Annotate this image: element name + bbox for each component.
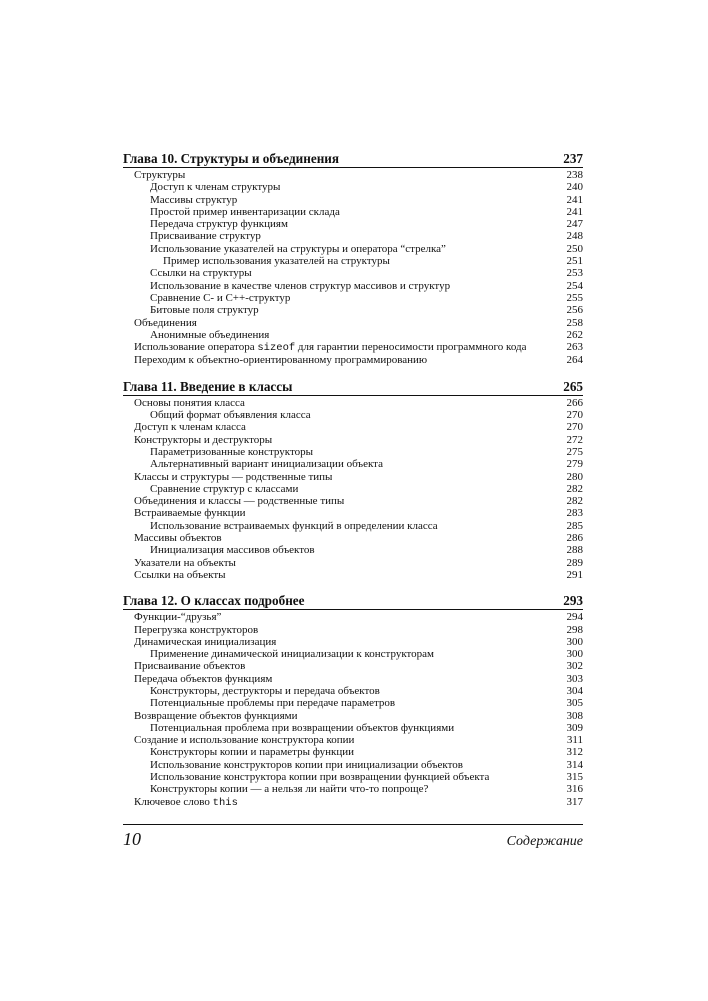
- toc-entry-title: [123, 446, 313, 458]
- toc-entry[interactable]: [123, 267, 583, 279]
- chapter-page-number: 237: [563, 151, 583, 166]
- toc-entry-title: [123, 660, 245, 672]
- toc-entry-title: [123, 434, 272, 446]
- toc-chapter: [123, 151, 583, 367]
- toc-entry-text: Битовые поля структур: [150, 304, 259, 317]
- toc-entry-page-number: 312: [566, 746, 583, 759]
- toc-entry-page-number: 289: [566, 556, 583, 569]
- toc-entry[interactable]: [123, 397, 583, 409]
- toc-entry-title: [123, 194, 237, 206]
- toc-entry-page-number: 304: [566, 684, 583, 697]
- toc-entry[interactable]: [123, 569, 583, 581]
- toc-entry-title: [123, 648, 434, 660]
- toc-entry[interactable]: [123, 771, 583, 783]
- toc-entry-title: [123, 397, 245, 409]
- toc-entry[interactable]: [123, 218, 583, 230]
- toc-entry-text: Использование оператора: [134, 341, 258, 354]
- chapter-heading[interactable]: [123, 151, 583, 168]
- toc-entry[interactable]: [123, 507, 583, 519]
- toc-entry[interactable]: [123, 673, 583, 685]
- toc-entry-title: [123, 255, 390, 267]
- toc-entry-title: [123, 710, 297, 722]
- toc-entry-title: [123, 409, 311, 421]
- footer-rule: [123, 824, 583, 825]
- toc-entry[interactable]: [123, 471, 583, 483]
- page-number: 10: [123, 829, 141, 849]
- toc-entry[interactable]: [123, 544, 583, 556]
- chapter-title: Глава 12. О классах подробнее: [123, 593, 305, 609]
- toc-entry-title: [123, 734, 354, 746]
- toc-entry-page-number: 270: [566, 409, 583, 422]
- toc-entry-title: [123, 329, 269, 341]
- toc-entry-title: [123, 532, 222, 544]
- toc-entry-text: Использование встраиваемых функций в определении класса: [150, 519, 438, 532]
- toc-entry-title: [123, 520, 438, 532]
- toc-entry-page-number: 285: [566, 519, 583, 532]
- toc-entry-text: Инициализация массивов объектов: [150, 544, 315, 557]
- toc-entry[interactable]: [123, 292, 583, 304]
- toc-entry-text: Присваивание структур: [150, 230, 261, 243]
- toc-entry-text: Динамическая инициализация: [134, 635, 277, 648]
- toc-entry-title: [123, 458, 383, 470]
- toc-entry[interactable]: [123, 446, 583, 458]
- toc-entry[interactable]: [123, 304, 583, 316]
- toc-entry-page-number: 291: [566, 568, 583, 581]
- toc-entry-title: [123, 624, 258, 636]
- toc-entry-title: [123, 354, 427, 366]
- toc-entry-title: [123, 507, 245, 519]
- toc-entry-page-number: 288: [566, 544, 583, 557]
- toc-entry-title: [123, 746, 354, 758]
- toc-entry-title: [123, 722, 454, 734]
- toc-entry-page-number: 266: [566, 396, 583, 409]
- toc-entry[interactable]: [123, 495, 583, 507]
- toc-entry-text: Структуры: [134, 169, 186, 181]
- toc-entry[interactable]: [123, 181, 583, 193]
- toc-entry-page-number: 248: [566, 230, 583, 243]
- page-footer: [123, 829, 583, 850]
- toc-entry[interactable]: [123, 783, 583, 795]
- toc-entry[interactable]: [123, 206, 583, 218]
- toc-entry-text: Сравнение структур с классами: [150, 482, 299, 495]
- chapter-title: Глава 11. Введение в классы: [123, 378, 293, 394]
- toc-entry-text: Конструкторы и деструкторы: [134, 433, 273, 446]
- toc-entry[interactable]: [123, 329, 583, 341]
- toc-entry[interactable]: [123, 421, 583, 433]
- toc-entry[interactable]: [123, 660, 583, 672]
- toc-entry-text: Потенциальные проблемы при передаче параметров: [150, 697, 396, 710]
- toc-entry-text: Ключевое слово: [134, 795, 213, 808]
- toc-entry-title: [123, 673, 272, 685]
- toc-entry-text: Перегрузка конструкторов: [134, 623, 259, 636]
- toc-entry-title: [123, 181, 280, 193]
- toc-entry-title: [123, 341, 526, 354]
- toc-entry-page-number: 302: [566, 660, 583, 673]
- table-of-contents: [123, 151, 583, 821]
- toc-entry-page-number: 262: [566, 328, 583, 341]
- toc-entry[interactable]: [123, 483, 583, 495]
- toc-entry-text: Передача объектов функциям: [134, 672, 273, 685]
- toc-entry-page-number: 247: [566, 218, 583, 231]
- toc-entry[interactable]: [123, 648, 583, 660]
- toc-entry-text: Классы и структуры — родственные типы: [134, 470, 333, 483]
- toc-entry-title: [123, 206, 340, 218]
- toc-entry-text: Объединения: [134, 316, 197, 329]
- toc-entry-page-number: 316: [566, 783, 583, 796]
- toc-entry-text: Доступ к членам структуры: [150, 181, 281, 194]
- toc-entry[interactable]: [123, 458, 583, 470]
- toc-entry[interactable]: [123, 611, 583, 623]
- toc-entry-title: [123, 421, 246, 433]
- toc-entry-text: Использование в качестве членов структур массивов и структур: [150, 279, 451, 292]
- toc-entry-page-number: 250: [566, 242, 583, 255]
- toc-entry-page-number: 305: [566, 697, 583, 710]
- toc-entry-text: Массивы объектов: [134, 532, 222, 545]
- toc-entry-title: [123, 685, 380, 697]
- toc-entry-text: Ссылки на структуры: [150, 267, 252, 280]
- toc-entry-text: Использование конструктора копии при возвращении функцией объекта: [150, 771, 490, 784]
- toc-entry-page-number: 256: [566, 304, 583, 317]
- toc-entry-text: Использование указателей на структуры и оператора “стрелка”: [150, 242, 446, 255]
- toc-entry-page-number: 255: [566, 291, 583, 304]
- toc-entry[interactable]: [123, 734, 583, 746]
- toc-entry[interactable]: [123, 722, 583, 734]
- toc-entry-page-number: 303: [566, 672, 583, 685]
- toc-entry[interactable]: [123, 557, 583, 569]
- toc-entry-title: [123, 483, 298, 495]
- toc-entry-title: [123, 243, 446, 255]
- toc-entry-title: [123, 783, 428, 795]
- toc-entry-text: Общий формат объявления класса: [150, 409, 311, 422]
- toc-entry-text: Ссылки на объекты: [134, 568, 226, 581]
- running-footer-title: Содержание: [506, 834, 583, 849]
- toc-entry-page-number: 300: [566, 635, 583, 648]
- toc-entry-title: [123, 771, 489, 783]
- toc-entry[interactable]: [123, 532, 583, 544]
- toc-entry-text: Применение динамической инициализации к конструкторам: [150, 648, 435, 661]
- toc-entry[interactable]: [123, 255, 583, 267]
- toc-entry-title: [123, 636, 276, 648]
- toc-entry-text: Конструкторы копии — а нельзя ли найти что-то попроще?: [150, 783, 429, 796]
- toc-entry-text: Создание и использование конструктора копии: [134, 734, 355, 747]
- toc-entry-page-number: 282: [566, 495, 583, 508]
- toc-entry-text: Массивы структур: [150, 193, 238, 206]
- toc-entry-page-number: 315: [566, 771, 583, 784]
- toc-chapter: [123, 593, 583, 809]
- toc-entry-page-number: 254: [566, 279, 583, 292]
- toc-entry[interactable]: [123, 409, 583, 421]
- toc-entry-text: Альтернативный вариант инициализации объекта: [150, 458, 383, 471]
- toc-entry-title: [123, 317, 197, 329]
- toc-entry-title: [123, 544, 315, 556]
- toc-entry[interactable]: [123, 194, 583, 206]
- toc-entry-page-number: 251: [566, 255, 583, 268]
- toc-entry-page-number: 272: [566, 433, 583, 446]
- toc-entry-title: [123, 169, 185, 181]
- chapter-heading[interactable]: [123, 593, 583, 610]
- toc-entry-text: Пример использования указателей на структуры: [163, 255, 390, 268]
- toc-entry-title: [123, 304, 259, 316]
- toc-entry-text: Доступ к членам класса: [134, 421, 246, 434]
- toc-entry-text: Конструкторы копии и параметры функции: [150, 746, 355, 759]
- toc-entry-page-number: 275: [566, 445, 583, 458]
- toc-entry-page-number: 309: [566, 721, 583, 734]
- code-keyword: sizeof: [257, 342, 296, 355]
- toc-entry[interactable]: [123, 243, 583, 255]
- toc-entry-page-number: 286: [566, 532, 583, 545]
- toc-entry-page-number: 283: [566, 507, 583, 520]
- toc-entry-page-number: 282: [566, 482, 583, 495]
- toc-entry-page-number: 264: [566, 354, 583, 367]
- toc-entry-text: Простой пример инвентаризации склада: [150, 205, 340, 218]
- toc-entry-title: [123, 495, 344, 507]
- toc-entry-page-number: 308: [566, 709, 583, 722]
- toc-entry-title: [123, 557, 236, 569]
- toc-entry-text: Передача структур функциям: [150, 218, 288, 231]
- toc-entry[interactable]: [123, 341, 583, 354]
- toc-entry-title: [123, 230, 261, 242]
- toc-entry-title: [123, 759, 463, 771]
- toc-entry-page-number: 311: [566, 734, 583, 747]
- toc-entry-page-number: 314: [566, 758, 583, 771]
- toc-entry-title: [123, 611, 221, 623]
- chapter-page-number: 265: [563, 378, 583, 394]
- toc-entry[interactable]: [123, 796, 583, 809]
- toc-entry-page-number: 280: [566, 470, 583, 483]
- toc-entry-text: Параметризованные конструкторы: [150, 445, 313, 458]
- toc-entry-page-number: 238: [566, 169, 583, 181]
- toc-entry-title: [123, 471, 332, 483]
- toc-entry-page-number: 258: [566, 316, 583, 329]
- toc-entry-title: [123, 218, 288, 230]
- toc-entry[interactable]: [123, 520, 583, 532]
- chapter-heading[interactable]: [123, 379, 583, 396]
- toc-entry-page-number: 263: [566, 341, 583, 354]
- toc-entry-page-number: 240: [566, 181, 583, 194]
- toc-entry-page-number: 279: [566, 458, 583, 471]
- toc-entry-page-number: 300: [566, 648, 583, 661]
- toc-entry[interactable]: [123, 746, 583, 758]
- toc-entry[interactable]: [123, 624, 583, 636]
- toc-entry[interactable]: [123, 317, 583, 329]
- toc-entry-text: Объединения и классы — родственные типы: [134, 495, 345, 508]
- toc-entry-title: [123, 796, 238, 809]
- toc-entry-title: [123, 697, 395, 709]
- toc-entry[interactable]: [123, 697, 583, 709]
- toc-entry-page-number: 253: [566, 267, 583, 280]
- toc-entry-title: [123, 267, 252, 279]
- toc-entry-page-number: 241: [566, 205, 583, 218]
- toc-entry-text-after: для гарантии переносимости программного кода: [295, 341, 527, 354]
- toc-entry[interactable]: [123, 759, 583, 771]
- toc-entry[interactable]: [123, 434, 583, 446]
- toc-entry[interactable]: [123, 685, 583, 697]
- toc-entry-text: Указатели на объекты: [134, 556, 236, 569]
- toc-entry-text: Анонимные объединения: [150, 328, 270, 341]
- toc-entry-title: [123, 569, 226, 581]
- toc-entry[interactable]: [123, 230, 583, 242]
- toc-entry[interactable]: [123, 354, 583, 366]
- toc-entry-page-number: 270: [566, 421, 583, 434]
- chapter-title: Глава 10. Структуры и объединения: [123, 151, 340, 166]
- toc-entry-text: Присваивание объектов: [134, 660, 246, 673]
- chapter-page-number: 293: [563, 593, 583, 609]
- toc-entry-page-number: 294: [566, 611, 583, 624]
- toc-entry-title: [123, 280, 450, 292]
- toc-entry[interactable]: [123, 710, 583, 722]
- toc-entry-page-number: 298: [566, 623, 583, 636]
- toc-entry[interactable]: [123, 636, 583, 648]
- toc-entry-text: Встраиваемые функции: [134, 507, 246, 520]
- toc-chapter: [123, 379, 583, 581]
- toc-entry-text: Потенциальная проблема при возвращении объектов функциями: [150, 721, 455, 734]
- toc-entry-page-number: 241: [566, 193, 583, 206]
- toc-entry-text: Переходим к объектно-ориентированному программированию: [134, 354, 428, 367]
- toc-entry[interactable]: [123, 280, 583, 292]
- toc-entry-title: [123, 292, 290, 304]
- toc-entry-text: Конструкторы, деструкторы и передача объектов: [150, 684, 380, 697]
- toc-entry-text: Основы понятия класса: [134, 396, 245, 409]
- toc-entry-page-number: 317: [566, 795, 583, 808]
- code-keyword: this: [212, 796, 238, 809]
- toc-entry-text: Возвращение объектов функциями: [134, 709, 298, 722]
- toc-entry-text: Функции-“друзья”: [134, 611, 222, 624]
- toc-entry-text: Сравнение С- и С++-структур: [150, 291, 291, 304]
- toc-entry-text: Использование конструкторов копии при инициализации объектов: [150, 758, 463, 771]
- toc-entry[interactable]: [123, 169, 583, 181]
